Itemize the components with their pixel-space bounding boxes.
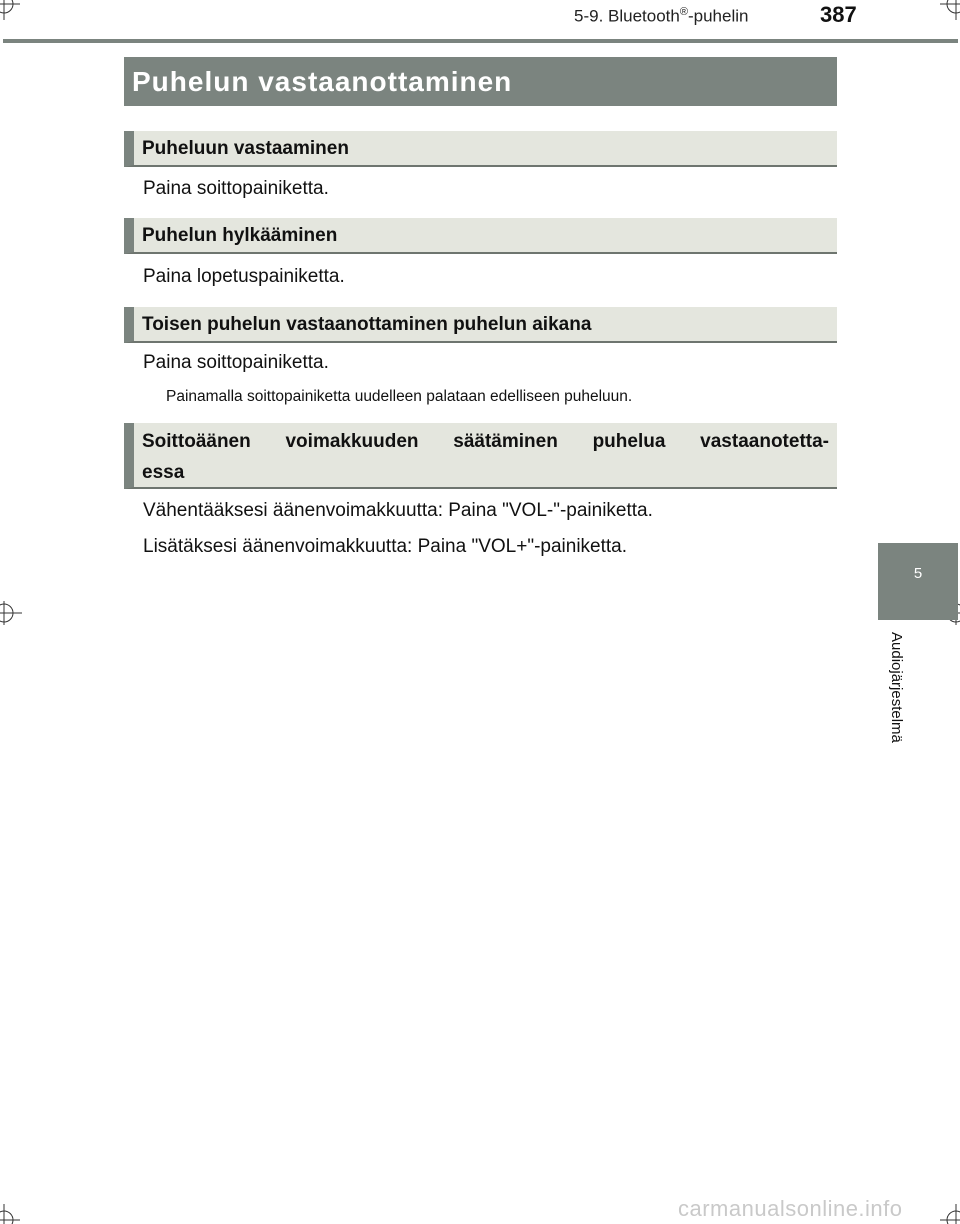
paragraph-answer-call: Paina soittopainiketta. [143, 178, 329, 199]
chapter-number: 5 [913, 565, 923, 582]
paragraph-volume-down: Vähentääksesi äänenvoimakkuutta: Paina "VOL-"-painiketta. [143, 500, 653, 521]
header-section-suffix: -puhelin [687, 6, 749, 26]
header-rule [3, 39, 958, 43]
paragraph-reject-call: Paina lopetuspainiketta. [143, 266, 345, 287]
section-heading-answer-call: Puheluun vastaaminen [124, 131, 837, 167]
chapter-label: Audiojärjestelmä [888, 632, 905, 743]
header-section-prefix: 5-9. Bluetooth [574, 6, 680, 26]
crop-mark-bottom-right [936, 1200, 960, 1224]
chapter-tab [878, 543, 958, 620]
section-heading-line-2: essa [142, 462, 185, 483]
registered-mark: ® [679, 6, 688, 18]
section-heading-line-1: Soittoäänen voimakkuuden säätäminen puhelua vastaanotetta- [142, 431, 829, 452]
section-heading-reject-call: Puhelun hylkääminen [124, 218, 837, 254]
paragraph-volume-up: Lisätäksesi äänenvoimakkuutta: Paina "VOL+"-painiketta. [143, 536, 628, 557]
crop-mark-bottom-left [0, 1200, 24, 1224]
footer-watermark: carmanualsonline.info [678, 1196, 903, 1221]
running-header [574, 6, 748, 27]
page-number: 387 [820, 2, 857, 27]
crop-mark-top-left [0, 0, 24, 24]
note-second-call: Painamalla soittopainiketta uudelleen palataan edelliseen puheluun. [166, 388, 633, 405]
section-heading-ringtone-volume [124, 423, 837, 489]
paragraph-second-call: Paina soittopainiketta. [143, 352, 329, 373]
crop-mark-mid-left [0, 598, 24, 628]
crop-mark-top-right [936, 0, 960, 24]
section-heading-second-call: Toisen puhelun vastaanottaminen puhelun aikana [124, 307, 837, 343]
page-title: Puhelun vastaanottaminen [124, 57, 837, 106]
